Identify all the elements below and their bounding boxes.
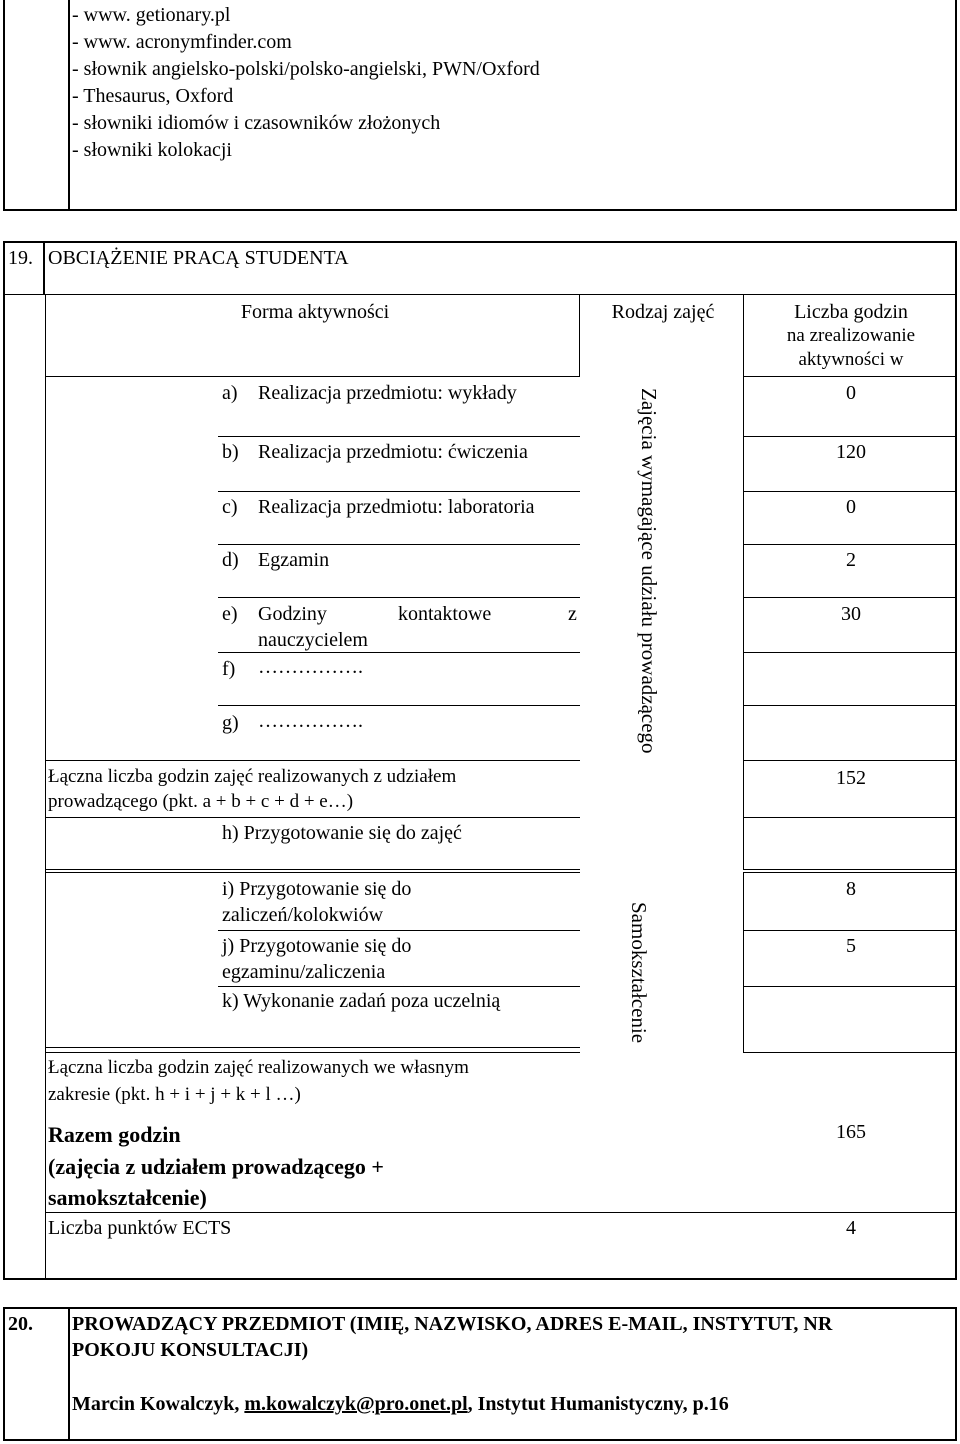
row-b-mark: b)	[222, 441, 239, 463]
row-g-mark: g)	[222, 712, 239, 734]
hours-line	[743, 930, 955, 931]
row-d-label: Egzamin	[258, 549, 330, 571]
row-line	[45, 1052, 580, 1053]
instructor-section-number: 20.	[8, 1313, 33, 1335]
rodzaj-col-right-border	[743, 376, 744, 869]
row-d-hours: 2	[846, 549, 856, 571]
hours-line	[743, 1052, 955, 1053]
row-f-label: …………….	[258, 656, 363, 678]
row-e-label-line2: nauczycielem	[258, 629, 368, 651]
instructor-number-divider	[68, 1309, 70, 1439]
hours-line	[743, 376, 955, 377]
row-c-mark: c)	[222, 496, 238, 518]
row-e-mark: e)	[222, 603, 238, 625]
row-e-word2: kontaktowe	[398, 603, 492, 625]
razem-line3: samokształcenie)	[48, 1185, 207, 1210]
instructor-email-link[interactable]: m.kowalczyk@pro.onet.pl	[244, 1393, 468, 1415]
header-liczba-line2: na zrealizowanie	[786, 325, 916, 346]
row-i-hours: 8	[846, 878, 856, 900]
instructor-section-title-line1: PROWADZĄCY PRZEDMIOT (IMIĘ, NAZWISKO, ADRES E-MAIL, INSTYTUT, NR	[72, 1313, 833, 1335]
row-j-hours: 5	[846, 935, 856, 957]
razem-line2: (zajęcia z udziałem prowadzącego +	[48, 1154, 384, 1179]
row-a-hours: 0	[846, 382, 856, 404]
subtotal-self-line2: zakresie (pkt. h + i + j + k + l …)	[48, 1084, 301, 1105]
resource-item: - słownik angielsko-polski/polsko-angielski, PWN/Oxford	[72, 58, 540, 80]
hours-line	[743, 705, 955, 706]
razem-bottom-line	[45, 1212, 955, 1213]
row-line	[45, 760, 580, 761]
row-e-hours: 30	[841, 603, 861, 625]
section-header-divider	[5, 294, 955, 295]
hours-line	[743, 544, 955, 545]
resource-item: - słowniki idiomów i czasowników złożonych	[72, 112, 441, 134]
row-b-label: Realizacja przedmiotu: ćwiczenia	[258, 441, 528, 463]
row-f-mark: f)	[222, 658, 236, 680]
subtotal-contact-line2: prowadzącego (pkt. a + b + c + d + e…)	[48, 791, 354, 812]
resource-item: - Thesaurus, Oxford	[72, 85, 234, 107]
row-g-label: …………….	[258, 710, 363, 732]
row-line	[218, 986, 580, 987]
header-bottom-line	[45, 376, 580, 377]
subtotal-contact-line1: Łączna liczba godzin zajęć realizowanych z udziałem	[48, 766, 457, 787]
row-line	[45, 817, 580, 818]
rodzaj-col-right-border-self	[743, 872, 744, 1052]
row-c-hours: 0	[846, 496, 856, 518]
row-c-label: Realizacja przedmiotu: laboratoria	[258, 496, 535, 518]
section-title: OBCIĄŻENIE PRACĄ STUDENTA	[48, 247, 349, 269]
row-line	[218, 544, 580, 545]
header-liczba-line3: aktywności w	[798, 349, 904, 370]
rodzaj-self-label: Samokształcenie	[627, 902, 651, 1044]
row-d-mark: d)	[222, 549, 239, 571]
resource-item: - www. getionary.pl	[72, 4, 231, 26]
resource-item: - słowniki kolokacji	[72, 139, 232, 161]
hours-line	[743, 436, 955, 437]
row-line	[45, 869, 580, 870]
row-line	[218, 436, 580, 437]
row-i-line2: zaliczeń/kolokwiów	[222, 904, 384, 926]
hours-line	[743, 652, 955, 653]
instructor-details	[72, 1394, 729, 1414]
hours-line	[743, 817, 955, 818]
row-i-line1: i) Przygotowanie się do	[222, 878, 412, 900]
row-line	[45, 872, 580, 873]
header-forma: Forma aktywności	[240, 301, 390, 323]
row-line	[218, 491, 580, 492]
header-rodzaj: Rodzaj zajęć	[611, 301, 715, 323]
hours-line	[743, 597, 955, 598]
subtotal-contact-hours: 152	[836, 767, 866, 789]
hours-line	[743, 986, 955, 987]
instructor-institute: , Instytut Humanistyczny, p.16	[467, 1393, 729, 1415]
instructor-section-title-line2: POKOJU KONSULTACJI)	[72, 1339, 309, 1361]
activity-left-border	[45, 294, 46, 1278]
subtotal-self-line1: Łączna liczba godzin zajęć realizowanych we własnym	[48, 1057, 469, 1078]
row-j-line1: j) Przygotowanie się do	[222, 935, 412, 957]
section-number-divider	[43, 243, 45, 294]
rodzaj-contact-label: Zajęcia wymagające udziału prowadzącego	[637, 388, 661, 754]
row-line	[218, 597, 580, 598]
row-e-word1: Godziny	[258, 603, 327, 625]
row-line	[218, 652, 580, 653]
razem-hours: 165	[836, 1121, 866, 1143]
row-b-hours: 120	[836, 441, 866, 463]
row-line	[218, 705, 580, 706]
hours-line	[743, 760, 955, 761]
row-h-label: h) Przygotowanie się do zajęć	[222, 822, 462, 844]
row-a-label: Realizacja przedmiotu: wykłady	[258, 382, 517, 404]
rodzaj-col-right-border-top	[743, 294, 744, 376]
row-j-line2: egzaminu/zaliczenia	[222, 961, 386, 983]
razem-line1: Razem godzin	[48, 1122, 181, 1147]
hours-line	[743, 491, 955, 492]
instructor-name: Marcin Kowalczyk,	[72, 1393, 245, 1415]
resources-box-divider	[68, 0, 70, 211]
rodzaj-col-left-border	[579, 294, 580, 376]
header-liczba-line1: Liczba godzin	[794, 301, 908, 323]
ects-label: Liczba punktów ECTS	[48, 1217, 232, 1239]
hours-line	[743, 872, 955, 873]
row-a-mark: a)	[222, 382, 238, 404]
ects-value: 4	[846, 1217, 856, 1239]
hours-line	[743, 869, 955, 870]
row-line	[45, 1047, 580, 1048]
resource-item: - www. acronymfinder.com	[72, 31, 292, 53]
row-e-word3: z	[568, 603, 577, 625]
row-k-label: k) Wykonanie zadań poza uczelnią	[222, 990, 501, 1012]
row-line	[218, 930, 580, 931]
section-number: 19.	[8, 247, 33, 269]
